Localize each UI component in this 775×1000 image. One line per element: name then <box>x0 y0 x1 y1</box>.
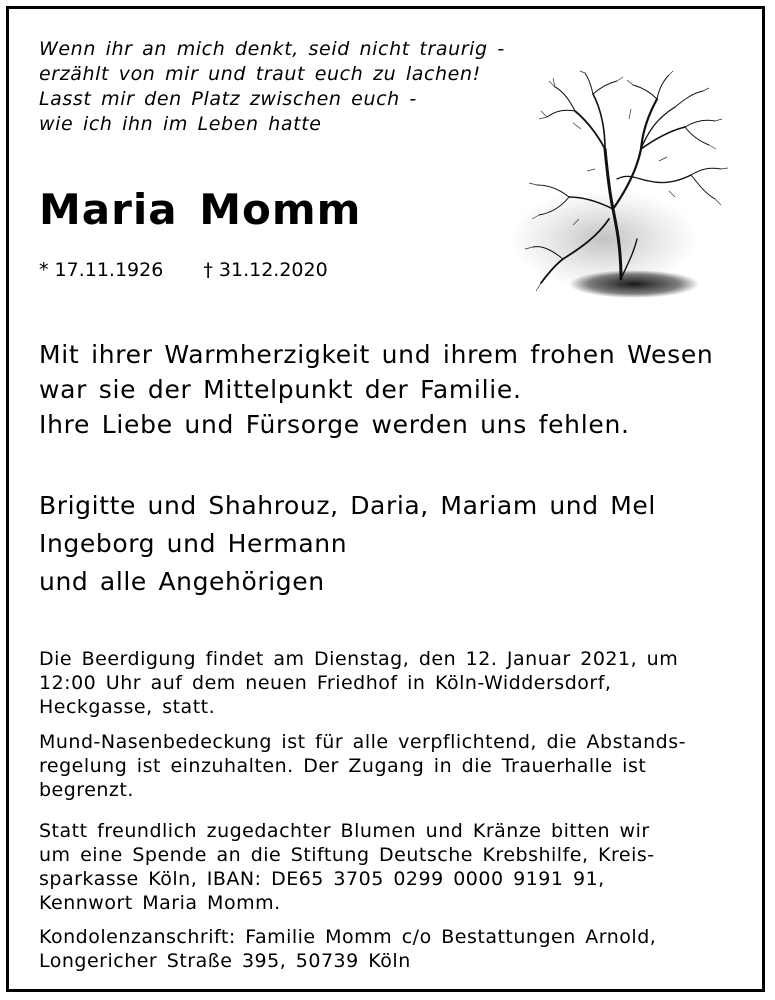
poem-line: Wenn ihr an mich denkt, seid nicht traurig - <box>39 38 505 60</box>
tribute-line: war sie der Mittelpunkt der Familie. <box>39 375 522 404</box>
funeral-notice <box>39 647 678 719</box>
poem-line: erzählt von mir und traut euch zu lachen! <box>39 63 481 85</box>
deceased-name: Maria Momm <box>39 185 362 234</box>
funeral-line: Heckgasse, statt. <box>39 696 216 718</box>
condolence-line: Longericher Straße 395, 50739 Köln <box>39 950 411 972</box>
donation-line: Statt freundlich zugedachter Blumen und Kränze bitten wir <box>39 820 650 842</box>
donation-line: sparkasse Köln, IBAN: DE65 3705 0299 0000 9191 91, <box>39 868 605 890</box>
mourners-line: Brigitte und Shahrouz, Daria, Mariam und Mel <box>39 491 656 520</box>
obituary-card <box>6 6 765 992</box>
life-dates <box>39 259 328 281</box>
donation-line: um eine Spende an die Stiftung Deutsche Krebshilfe, Kreis- <box>39 844 655 866</box>
mask-notice <box>39 730 686 802</box>
donation-line: Kennwort Maria Momm. <box>39 892 281 914</box>
tree-illustration <box>509 69 739 319</box>
mourners-line: und alle Angehörigen <box>39 567 325 596</box>
mourners-line: Ingeborg und Hermann <box>39 529 348 558</box>
condolence-line: Kondolenzanschrift: Familie Momm c/o Bestattungen Arnold, <box>39 926 657 948</box>
poem-line: Lasst mir den Platz zwischen euch - <box>39 88 417 110</box>
donation-notice <box>39 819 655 915</box>
death-date: † 31.12.2020 <box>203 259 328 281</box>
mourners <box>39 487 656 601</box>
mask-line: Mund-Nasenbedeckung ist für alle verpflichtend, die Abstands- <box>39 731 686 753</box>
poem-line: wie ich ihn im Leben hatte <box>39 113 322 135</box>
funeral-line: Die Beerdigung findet am Dienstag, den 12. Januar 2021, um <box>39 648 679 670</box>
tribute-text <box>39 337 713 442</box>
mask-line: regelung ist einzuhalten. Der Zugang in die Trauerhalle ist <box>39 755 647 777</box>
condolence-address <box>39 925 656 973</box>
tribute-line: Ihre Liebe und Fürsorge werden uns fehlen. <box>39 410 630 439</box>
poem <box>39 37 505 137</box>
mask-line: begrenzt. <box>39 779 134 801</box>
funeral-line: 12:00 Uhr auf dem neuen Friedhof in Köln-Widdersdorf, <box>39 672 612 694</box>
tribute-line: Mit ihrer Warmherzigkeit und ihrem frohen Wesen <box>39 340 714 369</box>
birth-date: * 17.11.1926 <box>39 259 164 281</box>
